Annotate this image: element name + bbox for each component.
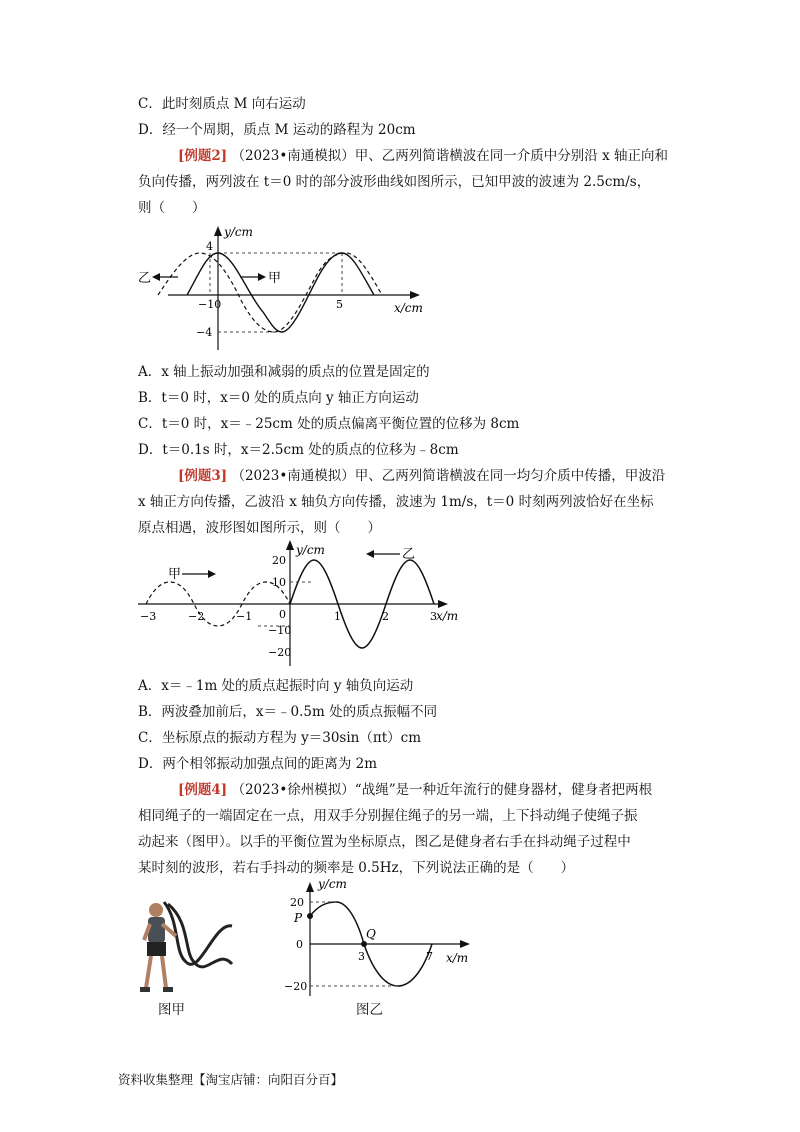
example4-figure-a (134, 892, 234, 1002)
label-yi: 乙 (138, 271, 152, 286)
tick-y-10: 10 (272, 576, 286, 589)
example3-tag: [例题3] (178, 468, 228, 484)
example3-figure (138, 540, 478, 666)
tick-y-m4: −4 (196, 326, 213, 339)
point-p-dot (307, 913, 313, 919)
example2-stem-2: 负向传播，两列波在 t＝0 时的部分波形曲线如图所示，已知甲波的波速为 2.5cm/s， (138, 174, 651, 190)
tick-y-m10: −10 (268, 624, 292, 637)
prev-option-d: D．经一个周期，质点 M 运动的路程为 20cm (138, 122, 416, 138)
x-axis-label: x/cm (394, 301, 423, 315)
example2-option-d: D．t＝0.1s 时，x＝2.5cm 处的质点的位移为﹣8cm (138, 442, 459, 458)
wave-yi-curve (158, 253, 382, 332)
tick-y-20: 20 (290, 896, 304, 909)
figure-b-caption: 图乙 (356, 1002, 383, 1018)
jia-arrowhead-icon (208, 570, 216, 578)
example3-option-a: A．x＝﹣1m 处的质点起振时向 y 轴负向运动 (138, 678, 414, 694)
y-axis-arrow-icon (214, 226, 222, 236)
example2-option-a: A．x 轴上振动加强和减弱的质点的位置是固定的 (138, 364, 430, 380)
x-axis-arrow-icon (410, 291, 420, 299)
yi-arrowhead-icon (152, 273, 160, 281)
tick-x-3: 3 (430, 610, 437, 623)
tick-y-0: 0 (296, 938, 303, 951)
athlete-shoe-left (140, 987, 150, 992)
example4-stem-2: 相同绳子的一端固定在一点，用双手分别握住绳子的另一端，上下抖动绳子使绳子振 (138, 808, 638, 824)
tick-x-7: 7 (426, 950, 433, 963)
example4-tag: [例题4] (178, 782, 228, 798)
x-axis-arrow-icon (460, 940, 470, 948)
tick-x-2: 2 (382, 610, 389, 623)
example2-stem-1: （2023•南通模拟）甲、乙两列简谐横波在同一介质中分别沿 x 轴正向和 (231, 148, 668, 164)
example2-tag: [例题2] (178, 148, 228, 164)
wave-jia-curve (187, 253, 374, 332)
athlete-torso (148, 917, 165, 943)
example3-option-d: D．两个相邻振动加强点间的距离为 2m (138, 756, 378, 772)
point-q-label: Q (366, 927, 376, 941)
tick-y-20: 20 (272, 554, 286, 567)
figure-a-caption: 图甲 (158, 1002, 185, 1018)
example4-stem-1: （2023•徐州模拟）“战绳”是一种近年流行的健身器材，健身者把两根 (231, 782, 653, 798)
athlete-shoe-right (163, 987, 173, 992)
tick-x-m3: −3 (140, 610, 157, 623)
example2-option-c: C．t＝0 时，x＝﹣25cm 处的质点偏离平衡位置的位移为 8cm (138, 416, 520, 432)
athlete-shorts (147, 942, 166, 956)
tick-x-5: 5 (336, 298, 343, 311)
example3-stem-2: x 轴正方向传播，乙波沿 x 轴负方向传播，波速为 1m/s，t＝0 时刻两列波恰好在坐标 (138, 494, 654, 510)
label-yi: 乙 (402, 547, 416, 562)
tick-y-m20: −20 (268, 646, 292, 659)
tick-x-m1: −1 (236, 610, 253, 623)
yi-arrowhead-icon (366, 550, 374, 558)
athlete-leg-right (162, 956, 166, 988)
example3-option-c: C．坐标原点的振动方程为 y＝30sin（πt）cm (138, 730, 422, 746)
y-axis-label: y/cm (296, 543, 325, 557)
tick-x-m2: −2 (188, 610, 205, 623)
tick-y-4: 4 (206, 240, 213, 253)
y-axis-label: y/cm (318, 877, 347, 891)
example3-stem-line1 (178, 466, 665, 486)
tick-y-0: 0 (279, 608, 286, 621)
page-footer: 资料收集整理【淘宝店铺：向阳百分百】 (118, 1072, 344, 1087)
point-q-dot (361, 941, 367, 947)
example4-stem-3: 动起来（图甲）。以手的平衡位置为坐标原点，图乙是健身者右手在抖动绳子过程中 (138, 834, 631, 850)
example4-figure-b (280, 876, 480, 996)
tick-x-3: 3 (358, 950, 365, 963)
athlete-leg-left (146, 956, 151, 988)
tick-x-m10: −10 (198, 298, 222, 311)
y-axis-arrow-icon (286, 540, 294, 550)
example4-stem-4: 某时刻的波形，若右手抖动的频率是 0.5Hz，下列说法正确的是（ ） (138, 860, 575, 876)
example4-stem-line1 (178, 780, 652, 800)
x-axis-label: x/m (436, 609, 459, 623)
example2-stem-3: 则（ ） (138, 200, 206, 216)
point-p-label: P (294, 911, 303, 925)
y-axis-label: y/cm (224, 225, 253, 239)
label-jia: 甲 (268, 271, 282, 286)
athlete-head (149, 903, 163, 917)
example2-stem-line1 (178, 146, 668, 166)
example3-option-b: B．两波叠加前后，x＝﹣0.5m 处的质点振幅不同 (138, 704, 438, 720)
tick-y-m20: −20 (284, 980, 308, 993)
label-jia: 甲 (168, 567, 182, 582)
x-axis-arrow-icon (438, 600, 448, 608)
tick-x-1: 1 (334, 610, 341, 623)
example2-option-b: B．t＝0 时，x＝0 处的质点向 y 轴正方向运动 (138, 390, 419, 406)
jia-arrowhead-icon (258, 273, 266, 281)
y-axis-arrow-icon (306, 882, 314, 892)
example2-figure (138, 222, 438, 350)
example3-stem-3: 原点相遇，波形图如图所示，则（ ） (138, 520, 381, 536)
example3-stem-1: （2023•南通模拟）甲、乙两列简谐横波在同一均匀介质中传播，甲波沿 (231, 468, 666, 484)
x-axis-label: x/m (446, 951, 469, 965)
prev-option-c: C．此时刻质点 M 向右运动 (138, 96, 306, 112)
